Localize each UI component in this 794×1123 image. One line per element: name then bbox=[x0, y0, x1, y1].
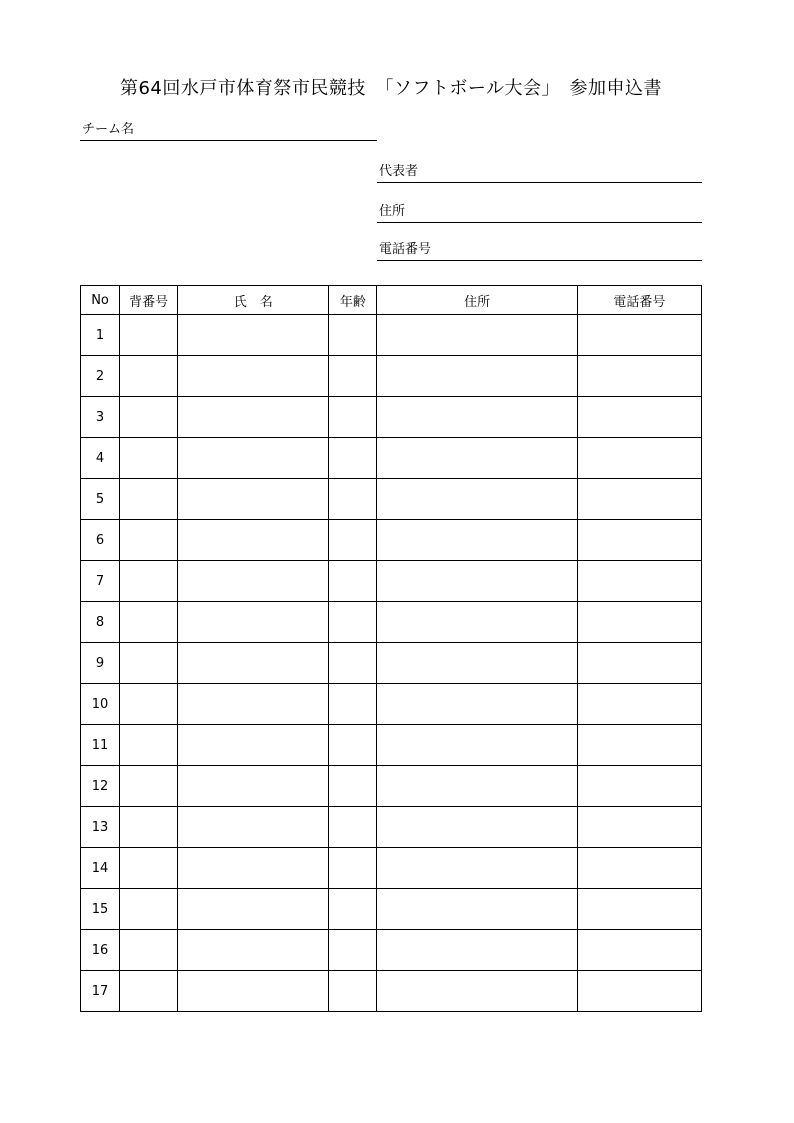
table-row bbox=[81, 356, 702, 397]
bib-number-cell[interactable] bbox=[120, 643, 178, 684]
table-row bbox=[81, 848, 702, 889]
phone-cell[interactable] bbox=[577, 766, 701, 807]
phone-cell[interactable] bbox=[577, 930, 701, 971]
bib-number-cell[interactable] bbox=[120, 848, 178, 889]
address-cell[interactable] bbox=[377, 807, 577, 848]
table-row bbox=[81, 971, 702, 1012]
name-cell[interactable] bbox=[178, 889, 329, 930]
age-cell[interactable] bbox=[329, 889, 377, 930]
phone-cell[interactable] bbox=[577, 807, 701, 848]
age-cell[interactable] bbox=[329, 848, 377, 889]
row-number: 3 bbox=[81, 397, 120, 438]
age-cell[interactable] bbox=[329, 356, 377, 397]
address-cell[interactable] bbox=[377, 889, 577, 930]
representative-field[interactable] bbox=[377, 152, 702, 183]
table-row bbox=[81, 602, 702, 643]
row-number: 4 bbox=[81, 438, 120, 479]
age-cell[interactable] bbox=[329, 315, 377, 356]
address-cell[interactable] bbox=[377, 602, 577, 643]
table-row bbox=[81, 684, 702, 725]
phone-cell[interactable] bbox=[577, 602, 701, 643]
table-row bbox=[81, 766, 702, 807]
header-no: No bbox=[81, 286, 120, 315]
age-cell[interactable] bbox=[329, 766, 377, 807]
bib-number-cell[interactable] bbox=[120, 561, 178, 602]
row-number: 5 bbox=[81, 479, 120, 520]
header-name: 氏 名 bbox=[178, 286, 329, 315]
bib-number-cell[interactable] bbox=[120, 397, 178, 438]
row-number: 13 bbox=[81, 807, 120, 848]
address-cell[interactable] bbox=[377, 848, 577, 889]
phone-label: 電話番号 bbox=[379, 242, 432, 257]
team-name-label: チーム名 bbox=[82, 122, 135, 137]
row-number: 15 bbox=[81, 889, 120, 930]
name-cell[interactable] bbox=[178, 971, 329, 1012]
age-cell[interactable] bbox=[329, 479, 377, 520]
table-row bbox=[81, 643, 702, 684]
name-cell[interactable] bbox=[178, 520, 329, 561]
table-row bbox=[81, 889, 702, 930]
age-cell[interactable] bbox=[329, 725, 377, 766]
bib-number-cell[interactable] bbox=[120, 520, 178, 561]
address-cell[interactable] bbox=[377, 725, 577, 766]
name-cell[interactable] bbox=[178, 356, 329, 397]
row-number: 10 bbox=[81, 684, 120, 725]
row-number: 1 bbox=[81, 315, 120, 356]
roster-table bbox=[80, 285, 702, 1012]
address-cell[interactable] bbox=[377, 438, 577, 479]
phone-cell[interactable] bbox=[577, 848, 701, 889]
age-cell[interactable] bbox=[329, 930, 377, 971]
age-cell[interactable] bbox=[329, 397, 377, 438]
row-number: 14 bbox=[81, 848, 120, 889]
phone-cell[interactable] bbox=[577, 397, 701, 438]
row-number: 6 bbox=[81, 520, 120, 561]
age-cell[interactable] bbox=[329, 971, 377, 1012]
bib-number-cell[interactable] bbox=[120, 725, 178, 766]
table-row bbox=[81, 315, 702, 356]
bib-number-cell[interactable] bbox=[120, 684, 178, 725]
bib-number-cell[interactable] bbox=[120, 971, 178, 1012]
table-row bbox=[81, 807, 702, 848]
address-cell[interactable] bbox=[377, 397, 577, 438]
age-cell[interactable] bbox=[329, 602, 377, 643]
age-cell[interactable] bbox=[329, 684, 377, 725]
name-cell[interactable] bbox=[178, 643, 329, 684]
header-age: 年齢 bbox=[329, 286, 377, 315]
table-row bbox=[81, 725, 702, 766]
table-row bbox=[81, 930, 702, 971]
phone-cell[interactable] bbox=[577, 725, 701, 766]
address-cell[interactable] bbox=[377, 315, 577, 356]
table-row bbox=[81, 438, 702, 479]
bib-number-cell[interactable] bbox=[120, 356, 178, 397]
row-number: 9 bbox=[81, 643, 120, 684]
address-cell[interactable] bbox=[377, 971, 577, 1012]
header-bib-number: 背番号 bbox=[120, 286, 178, 315]
row-number: 12 bbox=[81, 766, 120, 807]
roster-header-row bbox=[81, 286, 702, 315]
name-cell[interactable] bbox=[178, 684, 329, 725]
name-cell[interactable] bbox=[178, 397, 329, 438]
name-cell[interactable] bbox=[178, 315, 329, 356]
row-number: 17 bbox=[81, 971, 120, 1012]
phone-cell[interactable] bbox=[577, 520, 701, 561]
row-number: 8 bbox=[81, 602, 120, 643]
phone-cell[interactable] bbox=[577, 479, 701, 520]
bib-number-cell[interactable] bbox=[120, 889, 178, 930]
age-cell[interactable] bbox=[329, 561, 377, 602]
bib-number-cell[interactable] bbox=[120, 930, 178, 971]
address-cell[interactable] bbox=[377, 684, 577, 725]
phone-cell[interactable] bbox=[577, 561, 701, 602]
team-name-field[interactable] bbox=[80, 110, 377, 141]
name-cell[interactable] bbox=[178, 766, 329, 807]
address-cell[interactable] bbox=[377, 561, 577, 602]
address-cell[interactable] bbox=[377, 930, 577, 971]
name-cell[interactable] bbox=[178, 930, 329, 971]
row-number: 11 bbox=[81, 725, 120, 766]
bib-number-cell[interactable] bbox=[120, 602, 178, 643]
bib-number-cell[interactable] bbox=[120, 479, 178, 520]
table-row bbox=[81, 520, 702, 561]
row-number: 7 bbox=[81, 561, 120, 602]
phone-cell[interactable] bbox=[577, 315, 701, 356]
row-number: 2 bbox=[81, 356, 120, 397]
table-row bbox=[81, 561, 702, 602]
name-cell[interactable] bbox=[178, 807, 329, 848]
address-cell[interactable] bbox=[377, 479, 577, 520]
name-cell[interactable] bbox=[178, 438, 329, 479]
header-address: 住所 bbox=[377, 286, 577, 315]
phone-cell[interactable] bbox=[577, 684, 701, 725]
address-cell[interactable] bbox=[377, 356, 577, 397]
phone-cell[interactable] bbox=[577, 356, 701, 397]
header-phone: 電話番号 bbox=[577, 286, 701, 315]
address-field[interactable] bbox=[377, 192, 702, 223]
name-cell[interactable] bbox=[178, 561, 329, 602]
form-title: 第64回水戸市体育祭市民競技 「ソフトボール大会」 参加申込書 bbox=[119, 78, 663, 99]
address-cell[interactable] bbox=[377, 766, 577, 807]
bib-number-cell[interactable] bbox=[120, 766, 178, 807]
phone-cell[interactable] bbox=[577, 971, 701, 1012]
phone-cell[interactable] bbox=[577, 889, 701, 930]
address-label: 住所 bbox=[379, 204, 406, 219]
row-number: 16 bbox=[81, 930, 120, 971]
name-cell[interactable] bbox=[178, 725, 329, 766]
bib-number-cell[interactable] bbox=[120, 807, 178, 848]
age-cell[interactable] bbox=[329, 520, 377, 561]
address-cell[interactable] bbox=[377, 520, 577, 561]
age-cell[interactable] bbox=[329, 438, 377, 479]
name-cell[interactable] bbox=[178, 479, 329, 520]
phone-cell[interactable] bbox=[577, 438, 701, 479]
representative-label: 代表者 bbox=[379, 164, 419, 179]
bib-number-cell[interactable] bbox=[120, 315, 178, 356]
age-cell[interactable] bbox=[329, 643, 377, 684]
phone-field[interactable] bbox=[377, 230, 702, 261]
age-cell[interactable] bbox=[329, 807, 377, 848]
name-cell[interactable] bbox=[178, 602, 329, 643]
name-cell[interactable] bbox=[178, 848, 329, 889]
table-row bbox=[81, 397, 702, 438]
address-cell[interactable] bbox=[377, 643, 577, 684]
phone-cell[interactable] bbox=[577, 643, 701, 684]
table-row bbox=[81, 479, 702, 520]
bib-number-cell[interactable] bbox=[120, 438, 178, 479]
